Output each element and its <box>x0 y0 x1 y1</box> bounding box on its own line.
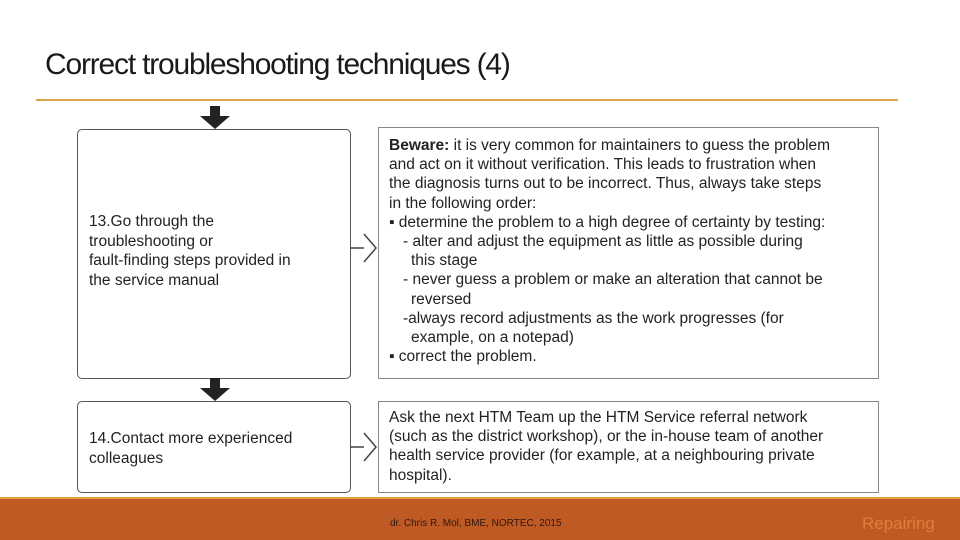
detail-line: ▪ determine the problem to a high degree of certainty by testing: <box>389 213 826 231</box>
step-13-detail-box <box>378 127 879 379</box>
step-14-detail-box <box>378 401 879 493</box>
step-13-text: 13.Go through the troubleshooting or fault-finding steps provided in the service manual <box>89 213 291 289</box>
slide-title: Correct troubleshooting techniques (4) <box>45 48 510 81</box>
detail-line: Ask the next HTM Team up the HTM Service referral network <box>389 409 808 426</box>
arrow-down-icon <box>198 378 232 402</box>
footer-credit: dr. Chris R. Mol, BME, NORTEC, 2015 <box>390 518 562 529</box>
detail-line: the diagnosis turns out to be incorrect. Thus, always take steps <box>389 175 822 193</box>
detail-line: Beware: it is very common for maintainers to guess the problem <box>389 137 831 154</box>
detail-line: ▪ correct the problem. <box>389 348 537 366</box>
arrow-right-icon <box>350 231 378 265</box>
step-14-text: 14.Contact more experienced colleagues <box>89 430 293 467</box>
detail-line: (such as the district workshop), or the in-house team of another <box>389 428 824 446</box>
detail-line: example, on a notepad) <box>411 329 574 347</box>
detail-line: hospital). <box>389 466 452 484</box>
detail-line: - never guess a problem or make an alteration that cannot be <box>403 271 823 289</box>
step-14-box <box>77 401 351 493</box>
step-14-detail-text <box>389 408 872 485</box>
detail-line: health service provider (for example, at a neighbouring private <box>389 447 815 465</box>
detail-line: and act on it without verification. This leads to frustration when <box>389 156 817 174</box>
step-13-detail-text <box>389 136 872 366</box>
detail-line: reversed <box>411 290 472 308</box>
arrow-right-icon <box>350 430 378 464</box>
arrow-down-icon <box>198 106 232 130</box>
detail-line: - alter and adjust the equipment as little as possible during <box>403 233 803 251</box>
step-13-box <box>77 129 351 379</box>
detail-line: in the following order: <box>389 194 537 212</box>
title-underline <box>36 99 898 101</box>
detail-line: -always record adjustments as the work progresses (for <box>403 309 784 327</box>
footer-section-label: Repairing <box>862 514 935 533</box>
footer-accent-line <box>0 497 960 499</box>
flowchart-figure <box>72 103 884 498</box>
detail-line: this stage <box>411 252 478 270</box>
